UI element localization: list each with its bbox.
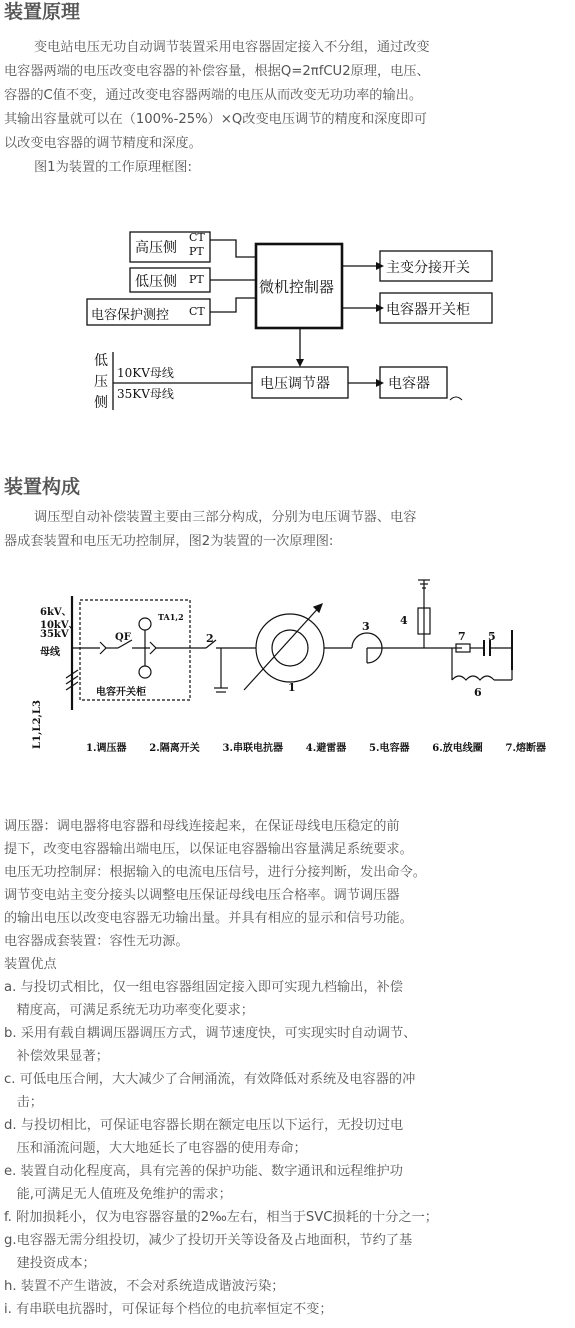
advantage-item: f. 附加损耗小，仅为电容器容量的2‰左右，相当于SVC损耗的十分之一；	[4, 1210, 438, 1225]
section-title-structure: 装置构成	[4, 476, 81, 498]
advantage-item: d. 与投切相比，可保证电容器长期在额定电压以下运行，无投切过电	[4, 1118, 404, 1133]
num-5: 5	[488, 630, 496, 643]
num-3: 3	[362, 620, 370, 633]
advantage-item: i. 有串联电抗器时，可保证每个档位的电抗率恒定不变；	[4, 1302, 333, 1317]
figure-2-legend	[86, 739, 546, 754]
bus-35kv-label: 35KV母线	[117, 387, 174, 401]
legend-item: 4.避雷器	[305, 743, 347, 754]
bus-label-3: 35kV	[40, 629, 69, 640]
lv-side-label: 低压侧	[135, 274, 177, 290]
text-line: 电容器两端的电压改变电容器的补偿容量，根据Q=2πfCU2原理，电压、	[4, 64, 430, 79]
advantage-item: e. 装置自动化程度高，具有完善的保护功能、数字通讯和远程维护功	[4, 1164, 403, 1179]
section-title-principle: 装置原理	[4, 1, 81, 23]
text-line: 调节变电站主变分接头以调整电压保证母线电压合格率。调节调压器	[4, 888, 400, 903]
cabinet-label: 电容开关柜	[96, 687, 146, 698]
cap-protect-label: 电容保护测控	[91, 308, 170, 323]
num-2: 2	[206, 632, 214, 645]
figure-1-block-diagram	[0, 0, 575, 420]
num-6: 6	[474, 686, 482, 699]
num-7: 7	[458, 630, 466, 643]
arrow-icon	[296, 359, 304, 367]
text-line: 调压器：调电器将电容器和母线连接起来，在保证母线电压稳定的前	[4, 819, 400, 834]
bus-label-1: 6kV、	[40, 607, 72, 618]
advantage-item: 精度高，可满足系统无功功率变化要求；	[4, 1003, 254, 1018]
text-line: 容器的C值不变，通过改变电容器两端的电压从而改变无功功率的输出。	[4, 88, 423, 103]
legend-item: 1.调压器	[86, 743, 127, 754]
pt-label: PT	[189, 245, 204, 258]
text-line: 其输出容量就可以在（100%-25%）×Q改变电压调节的精度和深度即可	[4, 112, 427, 127]
discharge-coil-icon	[452, 676, 494, 680]
advantage-item: 击；	[4, 1095, 43, 1110]
num-1: 1	[288, 681, 296, 694]
main-tap-switch-label: 主变分接开关	[386, 260, 470, 276]
text-line: 以改变电容器的调节精度和深度。	[4, 136, 202, 151]
structure-paragraph	[4, 506, 570, 554]
ct-label: CT	[189, 231, 205, 244]
pt2-label: PT	[189, 273, 204, 286]
bus-label-4: 母线	[40, 647, 60, 658]
legend-item: 3.串联电抗器	[222, 743, 283, 754]
advantage-item: a. 与投切式相比，仅一组电容器组固定接入即可实现九档输出，补偿	[4, 980, 403, 995]
ta-label: TA1,2	[158, 612, 184, 622]
legend-item: 6.放电线圈	[432, 743, 483, 754]
controller-label: 微机控制器	[259, 278, 335, 296]
regulator-icon	[256, 614, 324, 682]
legend-item: 7.熔断器	[505, 743, 546, 754]
voltage-regulator-label: 电压调节器	[260, 376, 330, 392]
text-line: 装置优点	[4, 957, 57, 972]
cap-switch-cabinet-label: 电容器开关柜	[386, 302, 470, 318]
advantage-item: b. 采用有载自耦调压器调压方式，调节速度快，可实现实时自动调节、	[4, 1026, 417, 1041]
qf-label: QF	[115, 632, 131, 643]
hv-side-label: 高压侧	[135, 240, 177, 256]
bus-label-2: 10kV、	[40, 620, 79, 631]
text-line: 变电站电压无功自动调节装置采用电容器固定接入不分组，通过改变	[34, 40, 430, 55]
text-line: 器成套装置和电压无功控制屏，图2为装置的一次原理图:	[4, 534, 334, 549]
line-label: L1,L2,L3	[32, 700, 43, 749]
capacitor-label: 电容器	[388, 376, 430, 392]
advantage-item: 补偿效果显著；	[4, 1049, 109, 1064]
text-line: 调压型自动补偿装置主要由三部分构成，分别为电压调节器、电容	[34, 510, 417, 525]
advantage-item: 建投资成本；	[4, 1256, 96, 1271]
legend-item: 2.隔离开关	[149, 743, 200, 754]
ct-icon	[139, 666, 151, 678]
advantage-item: 压和涌流问题，大大地延长了电容器的使用寿命；	[4, 1141, 307, 1156]
num-4: 4	[400, 614, 408, 627]
lv-label-1: 低	[94, 353, 108, 369]
advantage-item: g.电容器无需分组投切，减少了投切开关等设备及占地面积，节约了基	[4, 1233, 413, 1248]
text-line: 图1为装置的工作原理框图:	[34, 160, 192, 175]
ct2-label: CT	[189, 305, 205, 318]
ct-icon	[139, 618, 151, 630]
bus-10kv-label: 10KV母线	[117, 366, 174, 380]
text-line: 电容器成套装置：容性无功源。	[4, 934, 189, 949]
advantage-item: c. 可低电压合闸，大大减少了合闸涌流，有效降低对系统及电容器的冲	[4, 1072, 416, 1087]
advantage-item: h. 装置不产生谐波，不会对系统造成谐波污染；	[4, 1279, 285, 1294]
advantage-item: 能,可满足无人值班及免维护的需求；	[4, 1187, 232, 1202]
description-body	[4, 815, 570, 1321]
lv-label-2: 压	[94, 374, 108, 390]
text-line: 的输出电压以改变电容器无功输出量。并具有相应的显示和信号功能。	[4, 911, 413, 926]
legend-item: 5.电容器	[369, 743, 410, 754]
text-line: 电压无功控制屏：根据输入的电流电压信号，进行分接判断，发出命令。	[4, 865, 426, 880]
lv-label-3: 侧	[94, 395, 108, 411]
text-line: 提下，改变电容器输出端电压，以保证电容器输出容量满足系统要求。	[4, 842, 413, 857]
